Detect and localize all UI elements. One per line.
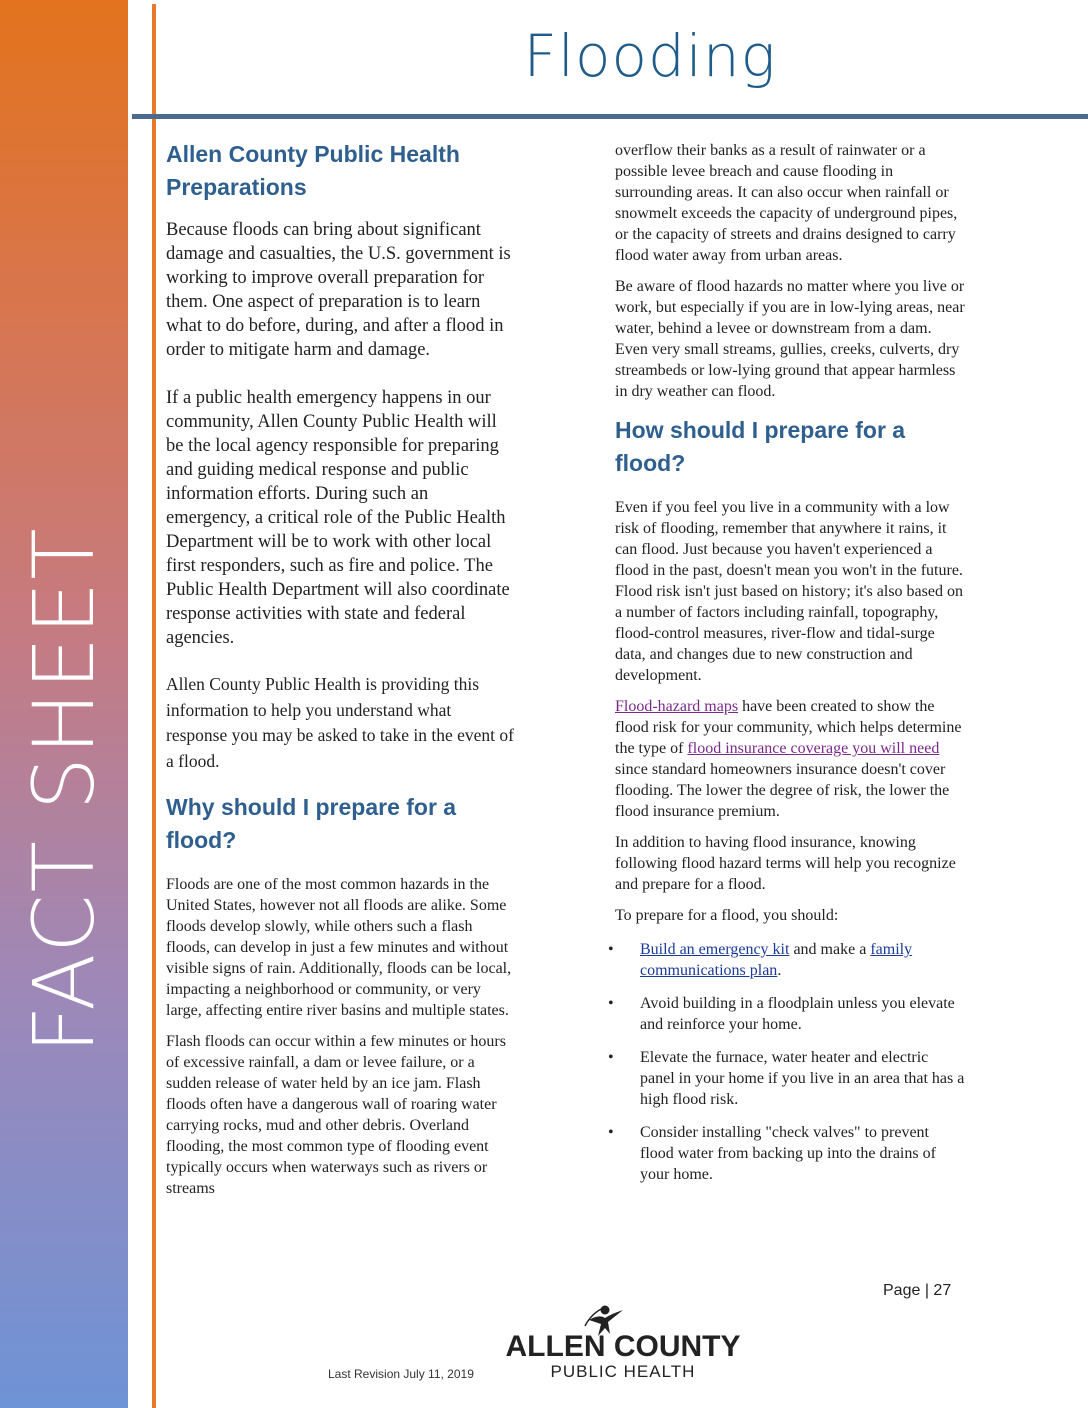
paragraph-flash-floods: Flash floods can occur within a few minutes or hours of excessive rainfall, a dam or levee failure, or a sudden release of water held by an ice jam. Flash floods often have a dangerous wall of roaring water carrying rocks, mud and other debris. Overland flooding, the most common type of flooding event typically occurs when waterways such as rivers or streams (166, 1033, 506, 1197)
paragraph-overflow: overflow their banks as a result of rainwater or a possible levee breach and cause flooding in surrounding areas. It can also occur when rainfall or snowmelt exceeds the capacity of underground pipes, or the capacity of streets and drains designed to carry flood water away from urban areas. (615, 142, 958, 264)
bullet-1-text-2: . (777, 962, 782, 979)
right-column (608, 140, 965, 1185)
prepare-list (608, 939, 965, 1185)
page-title: Flooding (523, 22, 777, 90)
heading-why-prepare: Why should I prepare for a flood? (166, 794, 457, 853)
revision-date: Last Revision July 11, 2019 (328, 1367, 474, 1381)
heading-how-prepare: How should I prepare for a flood? (615, 417, 906, 476)
sidebar-label: FACT SHEET (15, 526, 113, 1054)
flood-insurance-link[interactable]: flood insurance coverage you will need (687, 740, 940, 757)
bullet-1-text-1: and make a (789, 941, 871, 958)
sidebar (0, 0, 128, 1408)
paragraph-flood-risk: Even if you feel you live in a community with a low risk of flooding, remember that anywhere it rains, it can flood. Just because you haven't experienced a flood in the past, doesn't mean you won't in the future. Flood risk isn't just based on history; it's also based on a number of factors including rainfall, topography, flood-control measures, river-flow and tidal-surge data, and changes due to new construction and development. (615, 499, 963, 684)
page-number: Page | 27 (883, 1282, 952, 1299)
paragraph-intro: Because floods can bring about significant damage and casualties, the U.S. government is working to improve overall preparation for them. One aspect of preparation is to learn what to do before, during, and after a flood in order to mitigate harm and damage. (166, 220, 511, 360)
left-column (166, 138, 516, 1199)
flood-hazard-maps-link[interactable]: Flood-hazard maps (615, 698, 739, 715)
paragraph-emergency: If a public health emergency happens in our community, Allen County Public Health will be the local agency responsible for preparing and guiding medical response and public information efforts. During such an emergency, a critical role of the Public Health Department will be to work with other local first responders, such as fire and police. The Public Health Department will also coordinate response activities with state and federal agencies. (166, 388, 510, 648)
header-rule (132, 114, 1088, 119)
bullet-4-text: Consider installing "check valves" to prevent flood water from backing up into the drains of your home. (640, 1124, 936, 1183)
paragraph-be-aware: Be aware of flood hazards no matter where you live or work, but especially if you are in low-lying areas, near water, behind a levee or downstream from a dam. Even very small streams, gullies, creeks, culverts, dry streambeds or low-lying ground that appear harmless in dry weather can flood. (615, 278, 965, 400)
hazard-maps-text-1: have been created to show the flood risk for your community, which helps determine the type of (615, 698, 962, 757)
logo-subtitle: PUBLIC HEALTH (550, 1362, 696, 1381)
hazard-maps-text-2: since standard homeowners insurance doesn't cover flooding. The lower the degree of risk, the lower the flood insurance premium. (615, 761, 950, 820)
list-item (608, 939, 965, 981)
list-item (608, 1047, 965, 1110)
heading-preparations: Allen County Public Health Preparations (166, 141, 460, 200)
emergency-kit-link[interactable]: Build an emergency kit (640, 941, 790, 958)
allen-county-logo (483, 1300, 763, 1390)
bullet-icon: • (608, 995, 614, 1012)
bullet-icon: • (608, 1124, 614, 1141)
bullet-icon: • (608, 1049, 614, 1066)
communications-plan-link[interactable]: family communications plan (640, 941, 913, 979)
paragraph-providing: Allen County Public Health is providing this information to help you understand what response you may be asked to take in the event of a flood. (166, 674, 514, 771)
bullet-3-text: Elevate the furnace, water heater and electric panel in your home if you live in an area that has a high flood risk. (640, 1049, 965, 1108)
paragraph-flood-terms: In addition to having flood insurance, knowing following flood hazard terms will help you recognize and prepare for a flood. (615, 834, 956, 893)
bullet-2-text: Avoid building in a floodplain unless you elevate and reinforce your home. (640, 995, 955, 1033)
paragraph-hazard-maps (615, 696, 965, 822)
bullet-icon: • (608, 941, 614, 958)
orange-divider (152, 4, 156, 1408)
list-item (608, 993, 965, 1035)
list-item (608, 1122, 965, 1185)
paragraph-floods-common: Floods are one of the most common hazards in the United States, however not all floods are alike. Some floods develop slowly, while others such a flash floods, can develop in just a few minutes and without visible signs of rain. Additionally, floods can be local, impacting a neighborhood or community, or very large, affecting entire river basins and multiple states. (166, 876, 512, 1019)
logo-name: ALLEN COUNTY (505, 1330, 741, 1363)
paragraph-to-prepare: To prepare for a flood, you should: (615, 907, 839, 924)
